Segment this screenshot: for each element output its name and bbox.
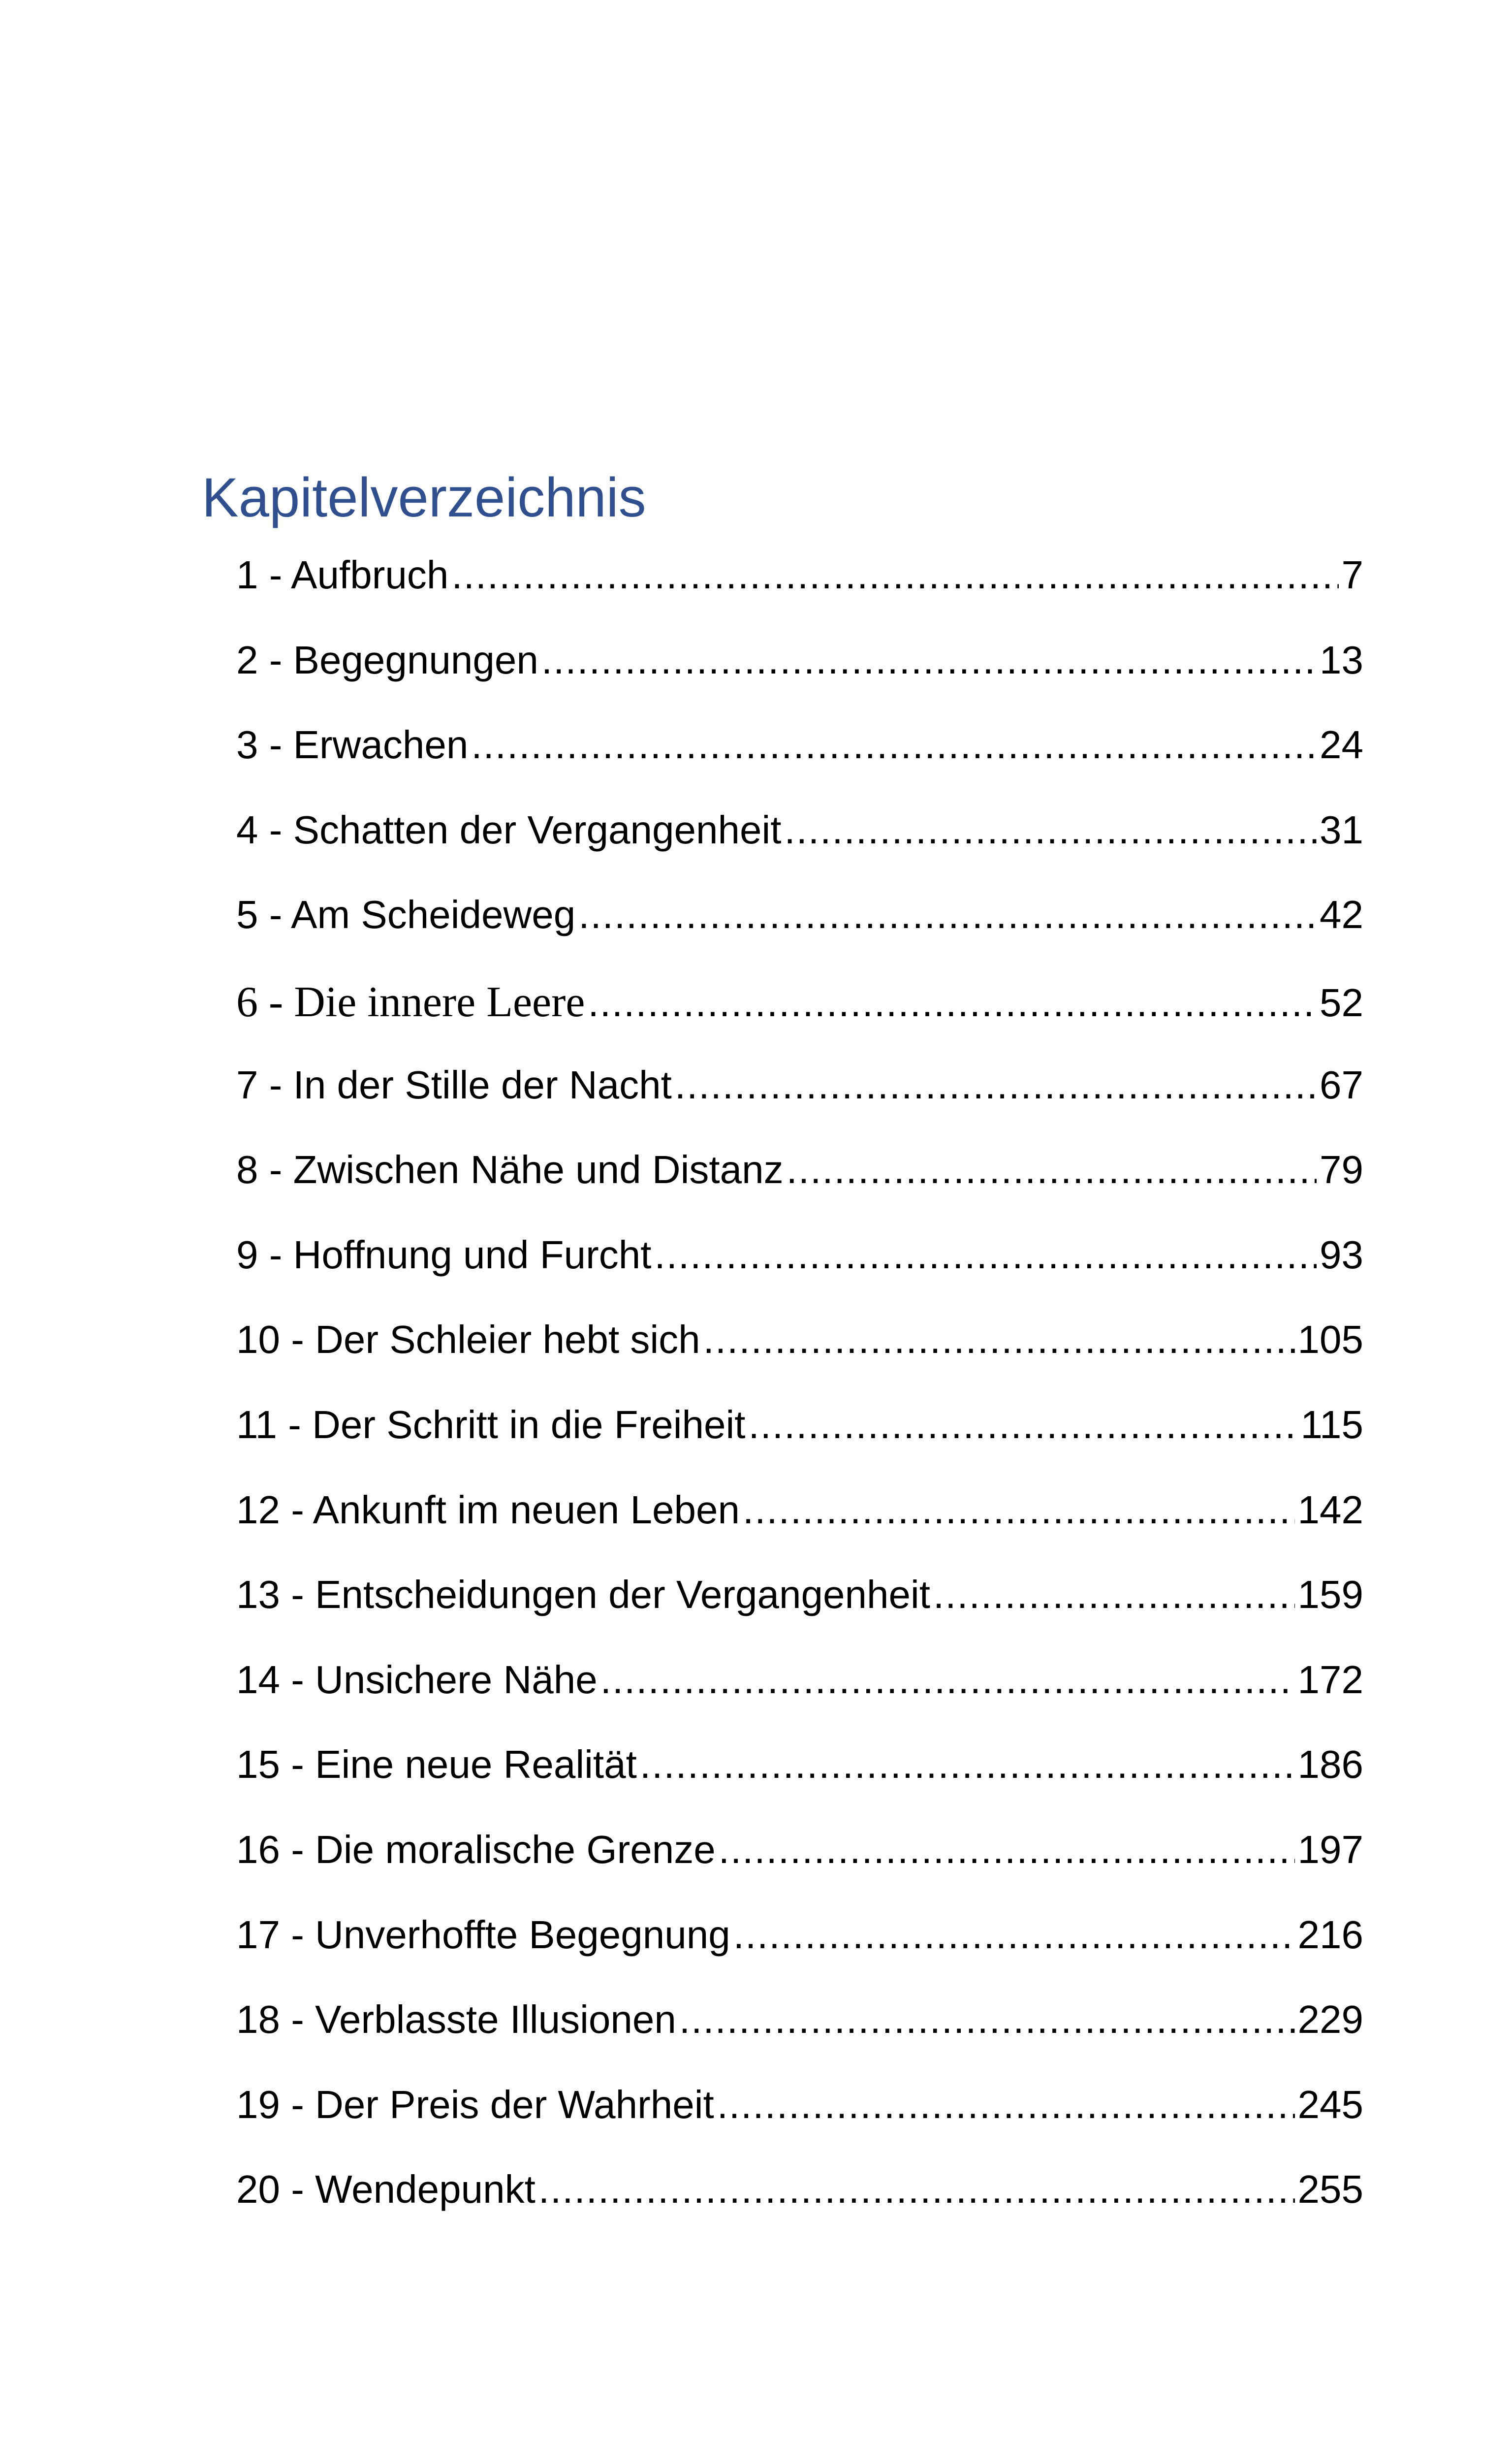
toc-dot-leader bbox=[733, 1911, 1295, 1959]
toc-entry-page: 42 bbox=[1320, 893, 1363, 937]
toc-dot-leader bbox=[588, 979, 1317, 1027]
toc-entry-label: 1 - Aufbruch bbox=[236, 553, 449, 597]
toc-entry-label: 17 - Unverhoffte Begegnung bbox=[236, 1912, 730, 1957]
toc-entry-label: 20 - Wendepunkt bbox=[236, 2167, 536, 2212]
toc-dot-leader bbox=[578, 891, 1317, 938]
toc-entry-label: 15 - Eine neue Realität bbox=[236, 1742, 637, 1787]
toc-dot-leader bbox=[784, 806, 1317, 854]
toc-entry-page: 159 bbox=[1297, 1573, 1363, 1617]
toc-entry-page: 255 bbox=[1297, 2167, 1363, 2212]
toc-entry-page: 142 bbox=[1297, 1487, 1363, 1532]
toc-entry-page: 13 bbox=[1320, 638, 1363, 682]
toc-entry-page: 197 bbox=[1297, 1827, 1363, 1871]
toc-entry-page: 52 bbox=[1320, 980, 1363, 1025]
toc-dot-leader bbox=[933, 1571, 1295, 1618]
toc-entry-11[interactable] bbox=[236, 1401, 1363, 1486]
toc-entry-page: 79 bbox=[1320, 1148, 1363, 1192]
toc-entry-5[interactable] bbox=[236, 891, 1363, 976]
toc-dot-leader bbox=[703, 1316, 1295, 1363]
toc-entry-page: 229 bbox=[1297, 1997, 1363, 2042]
toc-entry-page: 105 bbox=[1297, 1318, 1363, 1362]
toc-entry-label: 11 - Der Schritt in die Freiheit bbox=[236, 1402, 746, 1447]
toc-entry-8[interactable] bbox=[236, 1146, 1363, 1231]
toc-dot-leader bbox=[679, 1996, 1295, 2043]
toc-dot-leader bbox=[640, 1741, 1295, 1788]
toc-entry-1[interactable] bbox=[236, 551, 1363, 637]
toc-entry-page: 172 bbox=[1297, 1657, 1363, 1702]
toc-entry-page: 186 bbox=[1297, 1742, 1363, 1787]
toc-entry-7[interactable] bbox=[236, 1061, 1363, 1147]
toc-entry-label: 10 - Der Schleier hebt sich bbox=[236, 1318, 700, 1362]
toc-entry-18[interactable] bbox=[236, 1996, 1363, 2081]
toc-entry-label: 13 - Entscheidungen der Vergangenheit bbox=[236, 1573, 930, 1617]
toc-entry-label: 9 - Hoffnung und Furcht bbox=[236, 1232, 652, 1277]
toc-dot-leader bbox=[541, 637, 1317, 684]
toc-entry-label: 5 - Am Scheideweg bbox=[236, 893, 576, 937]
toc-entry-15[interactable] bbox=[236, 1741, 1363, 1826]
toc-entry-label: 4 - Schatten der Vergangenheit bbox=[236, 807, 782, 852]
toc-entry-label: 16 - Die moralische Grenze bbox=[236, 1827, 716, 1871]
toc-entry-16[interactable] bbox=[236, 1826, 1363, 1911]
toc-entry-12[interactable] bbox=[236, 1486, 1363, 1572]
toc-dot-leader bbox=[451, 551, 1338, 599]
toc-entry-20[interactable] bbox=[236, 2166, 1363, 2251]
toc-entry-label: 14 - Unsichere Nähe bbox=[236, 1657, 598, 1702]
toc-dot-leader bbox=[787, 1146, 1317, 1193]
toc-entry-3[interactable] bbox=[236, 721, 1363, 806]
toc-dot-leader bbox=[654, 1231, 1317, 1279]
toc-entry-page: 245 bbox=[1297, 2082, 1363, 2126]
toc-entry-page: 93 bbox=[1320, 1232, 1363, 1277]
toc-dot-leader bbox=[675, 1061, 1317, 1109]
toc-entry-label: 12 - Ankunft im neuen Leben bbox=[236, 1487, 740, 1532]
toc-entry-4[interactable] bbox=[236, 806, 1363, 892]
toc-entry-label: 8 - Zwischen Nähe und Distanz bbox=[236, 1148, 784, 1192]
toc-title: Kapitelverzeichnis bbox=[202, 467, 646, 528]
toc-entry-label: 19 - Der Preis der Wahrheit bbox=[236, 2082, 714, 2126]
toc-dot-leader bbox=[471, 721, 1317, 769]
toc-dot-leader bbox=[743, 1486, 1295, 1534]
toc-entry-label: 7 - In der Stille der Nacht bbox=[236, 1062, 672, 1107]
toc-dot-leader bbox=[717, 2081, 1295, 2128]
toc-entry-page: 115 bbox=[1300, 1402, 1363, 1447]
toc-dot-leader bbox=[600, 1656, 1295, 1704]
toc-entry-label: 18 - Verblasste Illusionen bbox=[236, 1997, 676, 2042]
toc-entry-9[interactable] bbox=[236, 1231, 1363, 1317]
toc-entry-2[interactable] bbox=[236, 637, 1363, 722]
toc-dot-leader bbox=[538, 2166, 1295, 2213]
toc-entry-page: 67 bbox=[1320, 1062, 1363, 1107]
toc-entry-17[interactable] bbox=[236, 1911, 1363, 1996]
toc-entry-label: 2 - Begegnungen bbox=[236, 638, 538, 682]
toc-dot-leader bbox=[748, 1401, 1297, 1448]
toc-entry-page: 216 bbox=[1297, 1912, 1363, 1957]
toc-entry-19[interactable] bbox=[236, 2081, 1363, 2166]
toc-entry-13[interactable] bbox=[236, 1571, 1363, 1656]
toc-dot-leader bbox=[719, 1826, 1295, 1873]
toc-entry-page: 7 bbox=[1341, 553, 1363, 597]
toc-entry-14[interactable] bbox=[236, 1656, 1363, 1741]
toc-entry-label: 3 - Erwachen bbox=[236, 723, 469, 767]
toc-list bbox=[236, 551, 1363, 2251]
toc-entry-10[interactable] bbox=[236, 1316, 1363, 1401]
toc-entry-page: 24 bbox=[1320, 723, 1363, 767]
toc-entry-page: 31 bbox=[1320, 807, 1363, 852]
toc-entry-label: 6 - Die innere Leere bbox=[236, 978, 585, 1026]
toc-entry-6[interactable] bbox=[236, 976, 1363, 1061]
